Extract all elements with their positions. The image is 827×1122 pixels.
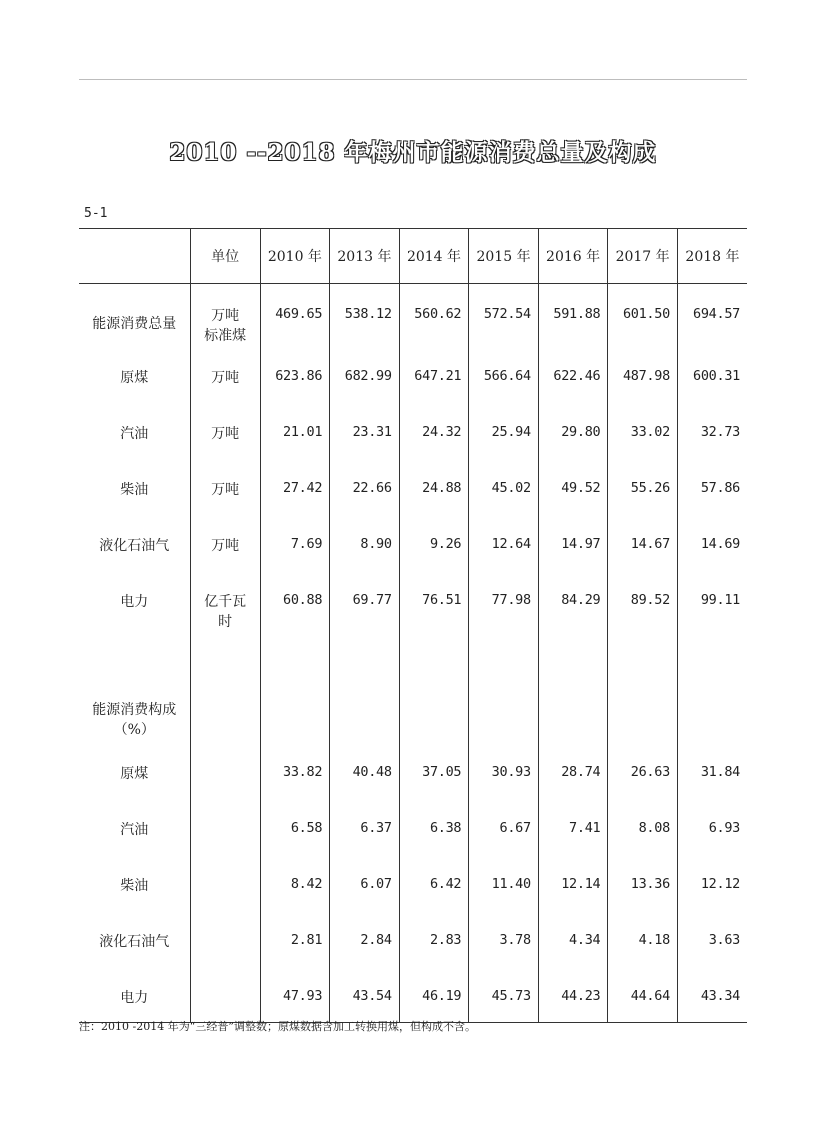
value-cell: 44.23 xyxy=(538,966,608,1022)
value-cell: 12.14 xyxy=(538,854,608,910)
value-cell: 6.07 xyxy=(330,854,400,910)
value-cell: 8.42 xyxy=(260,854,330,910)
value-cell: 9.26 xyxy=(399,514,469,570)
header-year: 2015 年 xyxy=(469,229,539,284)
row-unit: 万吨 xyxy=(190,402,260,458)
value-cell: 77.98 xyxy=(469,570,539,634)
value-cell: 33.02 xyxy=(608,402,678,458)
row-unit: 万吨 xyxy=(190,458,260,514)
value-cell: 49.52 xyxy=(538,458,608,514)
value-cell xyxy=(608,634,678,686)
value-cell: 2.84 xyxy=(330,910,400,966)
value-cell: 69.77 xyxy=(330,570,400,634)
table-row xyxy=(79,854,747,910)
value-cell: 11.40 xyxy=(469,854,539,910)
value-cell: 24.88 xyxy=(399,458,469,514)
value-cell: 694.57 xyxy=(677,284,747,347)
value-cell: 76.51 xyxy=(399,570,469,634)
row-name: 柴油 xyxy=(120,878,149,894)
value-cell xyxy=(330,686,400,742)
value-cell: 6.93 xyxy=(677,798,747,854)
row-name xyxy=(79,634,190,686)
table-row xyxy=(79,742,747,798)
table-body xyxy=(79,284,747,1023)
value-cell: 7.69 xyxy=(260,514,330,570)
row-unit xyxy=(190,634,260,686)
value-cell xyxy=(677,634,747,686)
value-cell: 89.52 xyxy=(608,570,678,634)
value-cell: 8.08 xyxy=(608,798,678,854)
header-unit: 单位 xyxy=(190,229,260,284)
table-row xyxy=(79,284,747,347)
value-cell xyxy=(608,686,678,742)
value-cell: 27.42 xyxy=(260,458,330,514)
value-cell: 31.84 xyxy=(677,742,747,798)
value-cell: 600.31 xyxy=(677,346,747,402)
value-cell: 46.19 xyxy=(399,966,469,1022)
row-name: 液化石油气 xyxy=(99,934,170,950)
value-cell: 623.86 xyxy=(260,346,330,402)
value-cell: 84.29 xyxy=(538,570,608,634)
row-name: 汽油 xyxy=(120,426,149,442)
value-cell: 6.42 xyxy=(399,854,469,910)
row-unit xyxy=(190,854,260,910)
value-cell: 14.69 xyxy=(677,514,747,570)
value-cell: 469.65 xyxy=(260,284,330,347)
value-cell: 55.26 xyxy=(608,458,678,514)
value-cell: 29.80 xyxy=(538,402,608,458)
value-cell xyxy=(399,634,469,686)
value-cell: 30.93 xyxy=(469,742,539,798)
value-cell: 26.63 xyxy=(608,742,678,798)
value-cell: 22.66 xyxy=(330,458,400,514)
value-cell: 572.54 xyxy=(469,284,539,347)
value-cell xyxy=(399,686,469,742)
table-row xyxy=(79,686,747,742)
value-cell: 44.64 xyxy=(608,966,678,1022)
row-unit: 万吨 xyxy=(190,514,260,570)
value-cell: 45.02 xyxy=(469,458,539,514)
value-cell: 43.54 xyxy=(330,966,400,1022)
row-unit xyxy=(190,742,260,798)
table-row xyxy=(79,346,747,402)
value-cell: 2.81 xyxy=(260,910,330,966)
row-unit xyxy=(190,686,260,742)
value-cell: 6.37 xyxy=(330,798,400,854)
value-cell: 32.73 xyxy=(677,402,747,458)
value-cell: 4.34 xyxy=(538,910,608,966)
value-cell xyxy=(469,686,539,742)
value-cell: 6.58 xyxy=(260,798,330,854)
table-row xyxy=(79,798,747,854)
value-cell: 28.74 xyxy=(538,742,608,798)
value-cell: 8.90 xyxy=(330,514,400,570)
value-cell: 23.31 xyxy=(330,402,400,458)
value-cell: 647.21 xyxy=(399,346,469,402)
row-name: 电力 xyxy=(120,594,149,610)
page-title: 2010 --2018 年梅州市能源消费总量及构成 xyxy=(169,139,657,166)
value-cell: 12.12 xyxy=(677,854,747,910)
header-year: 2018 年 xyxy=(677,229,747,284)
header-year: 2010 年 xyxy=(260,229,330,284)
value-cell: 6.67 xyxy=(469,798,539,854)
row-name: 原煤 xyxy=(120,370,149,386)
footnote: 注：2010 -2014 年为“三经普”调整数；原煤数据含加工转换用煤，但构成不含。 xyxy=(79,1020,476,1033)
row-name: 原煤 xyxy=(120,766,149,782)
value-cell: 622.46 xyxy=(538,346,608,402)
value-cell: 37.05 xyxy=(399,742,469,798)
table-row xyxy=(79,570,747,634)
value-cell: 3.78 xyxy=(469,910,539,966)
value-cell: 57.86 xyxy=(677,458,747,514)
row-unit xyxy=(190,966,260,1022)
value-cell: 45.73 xyxy=(469,966,539,1022)
value-cell: 538.12 xyxy=(330,284,400,347)
row-unit xyxy=(190,910,260,966)
value-cell: 601.50 xyxy=(608,284,678,347)
value-cell: 6.38 xyxy=(399,798,469,854)
value-cell: 3.63 xyxy=(677,910,747,966)
row-name: 柴油 xyxy=(120,482,149,498)
table-row xyxy=(79,458,747,514)
value-cell: 566.64 xyxy=(469,346,539,402)
value-cell: 60.88 xyxy=(260,570,330,634)
table-row xyxy=(79,634,747,686)
top-rule xyxy=(79,79,747,80)
row-name: 液化石油气 xyxy=(99,538,170,554)
header-year: 2016 年 xyxy=(538,229,608,284)
value-cell: 99.11 xyxy=(677,570,747,634)
row-name: 能源消费构成 （%） xyxy=(92,702,177,738)
row-unit: 万吨 标准煤 xyxy=(190,284,260,347)
value-cell xyxy=(538,686,608,742)
value-cell xyxy=(260,686,330,742)
header-blank xyxy=(79,229,190,284)
value-cell: 14.97 xyxy=(538,514,608,570)
table-code: 5-1 xyxy=(84,206,108,221)
table-row xyxy=(79,402,747,458)
table-row xyxy=(79,966,747,1022)
value-cell: 13.36 xyxy=(608,854,678,910)
value-cell: 40.48 xyxy=(330,742,400,798)
header-year: 2013 年 xyxy=(330,229,400,284)
value-cell xyxy=(260,634,330,686)
value-cell: 4.18 xyxy=(608,910,678,966)
row-unit: 万吨 xyxy=(190,346,260,402)
value-cell xyxy=(677,686,747,742)
value-cell: 12.64 xyxy=(469,514,539,570)
value-cell xyxy=(469,634,539,686)
value-cell: 33.82 xyxy=(260,742,330,798)
row-name: 电力 xyxy=(120,990,149,1006)
header-year: 2017 年 xyxy=(608,229,678,284)
value-cell: 24.32 xyxy=(399,402,469,458)
value-cell: 560.62 xyxy=(399,284,469,347)
value-cell: 591.88 xyxy=(538,284,608,347)
row-name: 能源消费总量 xyxy=(92,316,177,332)
value-cell: 47.93 xyxy=(260,966,330,1022)
row-unit: 亿千瓦 时 xyxy=(190,570,260,634)
value-cell: 43.34 xyxy=(677,966,747,1022)
energy-table xyxy=(79,228,747,1023)
row-unit xyxy=(190,798,260,854)
value-cell: 25.94 xyxy=(469,402,539,458)
value-cell xyxy=(538,634,608,686)
value-cell: 487.98 xyxy=(608,346,678,402)
value-cell: 7.41 xyxy=(538,798,608,854)
table-row xyxy=(79,910,747,966)
value-cell xyxy=(330,634,400,686)
header-year: 2014 年 xyxy=(399,229,469,284)
value-cell: 21.01 xyxy=(260,402,330,458)
table-row xyxy=(79,514,747,570)
row-name: 汽油 xyxy=(120,822,149,838)
value-cell: 2.83 xyxy=(399,910,469,966)
value-cell: 14.67 xyxy=(608,514,678,570)
value-cell: 682.99 xyxy=(330,346,400,402)
header-row xyxy=(79,229,747,284)
